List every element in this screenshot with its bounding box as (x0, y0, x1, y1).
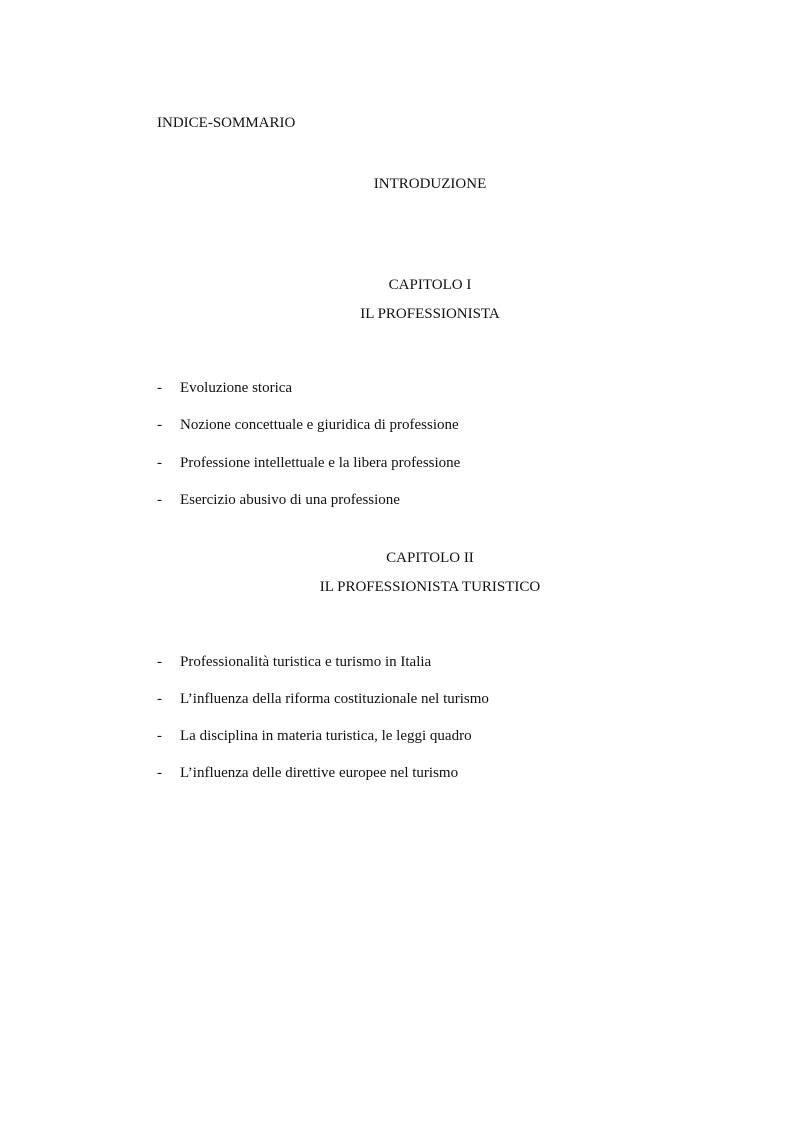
bullet-dash: - (157, 654, 162, 670)
list-item-text: Esercizio abusivo di una professione (180, 492, 400, 508)
list-item-text: L’influenza delle direttive europee nel turismo (180, 765, 459, 781)
chapter-2-title: IL PROFESSIONISTA TURISTICO (319, 579, 541, 595)
index-title: INDICE-SOMMARIO (157, 115, 296, 131)
chapter-1-number: CAPITOLO I (388, 277, 472, 293)
bullet-dash: - (157, 417, 162, 433)
bullet-dash: - (157, 728, 162, 744)
introduction-heading: INTRODUZIONE (373, 176, 487, 192)
chapter-2-number: CAPITOLO II (386, 550, 474, 566)
chapter-1-title: IL PROFESSIONISTA (360, 306, 500, 322)
bullet-dash: - (157, 455, 162, 471)
list-item-text: La disciplina in materia turistica, le leggi quadro (180, 728, 472, 744)
bullet-dash: - (157, 765, 162, 781)
bullet-dash: - (157, 492, 162, 508)
list-item-text: Professionalità turistica e turismo in Italia (180, 654, 432, 670)
list-item-text: Professione intellettuale e la libera professione (180, 455, 461, 471)
bullet-dash: - (157, 691, 162, 707)
bullet-dash: - (157, 380, 162, 396)
list-item-text: Evoluzione storica (180, 380, 293, 396)
list-item-text: Nozione concettuale e giuridica di professione (180, 417, 459, 433)
list-item-text: L’influenza della riforma costituzionale nel turismo (180, 691, 489, 707)
